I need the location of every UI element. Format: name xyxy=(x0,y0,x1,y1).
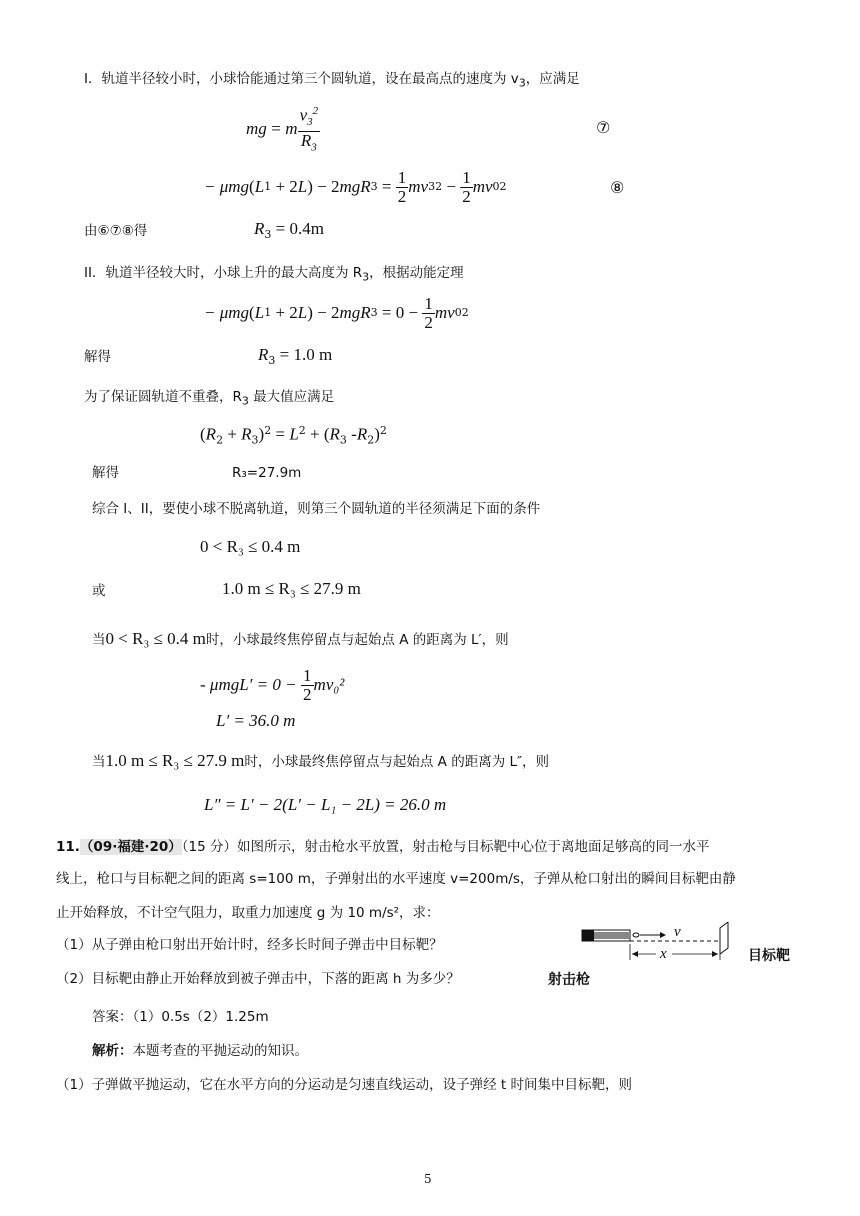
text-no-overlap: 为了保证圆轨道不重叠，$R_3$ 最大值应满足 xyxy=(84,389,335,408)
equation-7: mg = m $\frac{v_3^2}{R_3}$ xyxy=(246,104,320,154)
velocity-arrowhead xyxy=(660,932,666,938)
equation-overlap: $(R_2 + R_3)^2 = L^2 + (R_3$ $-R_2)^2$ xyxy=(200,424,387,447)
text-when-1: 当0 < R₃ ≤ 0.4 m时，小球最终焦停留点与起始点 A 的距离为 L′，则 xyxy=(92,629,509,648)
gun-barrel xyxy=(594,932,630,939)
problem-11-line-1: 11.（09·福建·20）（15 分）如图所示，射击枪水平放置，射击枪与目标靶中心位于离地面足够高的同一水平 xyxy=(56,839,710,855)
result-l-double-prime: L″ = L′ − 2(L′ − L₁ − 2L) = 26.0 m xyxy=(204,795,447,814)
result-l-prime: L′ = 36.0 m xyxy=(216,711,296,730)
text-part-two: II．轨道半径较大时，小球上升的最大高度为 $R_3$，根据动能定理 xyxy=(84,265,464,284)
equation-8: − μmg ( L 1 + 2 L ) − 2 mgR 3 = $\frac{1}{2}$ mv 3 2 − $\frac{1}{2}$ mv 0 2 xyxy=(204,167,507,206)
shooting-diagram xyxy=(548,922,808,996)
target-board xyxy=(720,922,728,954)
condition-1: 0 < R₃ ≤ 0.4 m xyxy=(200,537,301,556)
dim-arrow-right xyxy=(712,951,718,957)
text-solve-1: 解得 xyxy=(84,349,111,365)
equation-l-prime: - μmgL′ = 0 − $\frac{1}{2}$ mv₀² xyxy=(200,665,345,704)
equation-8-label: ⑧ xyxy=(610,178,625,197)
result-r3-04: $R_3 = 0.4m$ xyxy=(254,219,324,241)
result-r3-10: $R_3 = 1.0$ m xyxy=(258,345,333,367)
result-r3-279: R₃=27.9m xyxy=(232,465,302,481)
question-1: （1）从子弹由枪口射出开始计时，经多长时间子弹击中目标靶？ xyxy=(56,937,443,953)
text-combined: 综合 I、II，要使小球不脱离轨道，则第三个圆轨道的半径须满足下面的条件 xyxy=(92,501,541,517)
equation-7-label: ⑦ xyxy=(596,118,611,137)
target-label: 目标靶 xyxy=(748,948,790,964)
condition-2: 1.0 m ≤ R₃ ≤ 27.9 m xyxy=(222,579,361,598)
distance-label: x xyxy=(660,946,667,962)
page-number: 5 xyxy=(424,1172,432,1186)
problem-11-line-2: 线上，枪口与目标靶之间的距离 s=100 m，子弹射出的水平速度 v=200m/s，子弹从枪口射出的瞬间目标靶由静 xyxy=(56,871,736,887)
solution-line-1: （1）子弹做平抛运动，它在水平方向的分运动是匀速直线运动，设子弹经 t 时间集中目标靶，则 xyxy=(56,1077,632,1093)
question-2: （2）目标靶由静止开始释放到被子弹击中，下落的距离 h 为多少？ xyxy=(56,971,460,987)
analysis-line: 解析：本题考查的平抛运动的知识。 xyxy=(92,1043,308,1059)
equation-energy: − μmg ( L 1 + 2 L ) − 2 mgR 3 = 0 − $\frac{1}{2}$ mv 0 2 xyxy=(204,293,469,332)
text-when-2: 当1.0 m ≤ R₃ ≤ 27.9 m时，小球最终焦停留点与起始点 A 的距离为 L″，则 xyxy=(92,751,550,770)
problem-11-line-3: 止开始释放，不计空气阻力，取重力加速度 g 为 10 m/s²，求： xyxy=(56,905,440,921)
dim-arrow-left xyxy=(632,951,638,957)
text-from-678: 由⑥⑦⑧得 xyxy=(84,223,148,239)
text-part-one: I．轨道半径较小时，小球恰能通过第三个圆轨道，设在最高点的速度为 $v_3$，应满足 xyxy=(84,71,580,90)
text-solve-2: 解得 xyxy=(92,465,119,481)
text-or: 或 xyxy=(92,583,106,599)
bullet xyxy=(633,933,639,937)
gun-grip xyxy=(582,930,594,941)
velocity-label: v xyxy=(674,924,681,940)
gun-label: 射击枪 xyxy=(548,972,590,988)
answer-line: 答案：（1）0.5s（2）1.25m xyxy=(92,1009,269,1025)
